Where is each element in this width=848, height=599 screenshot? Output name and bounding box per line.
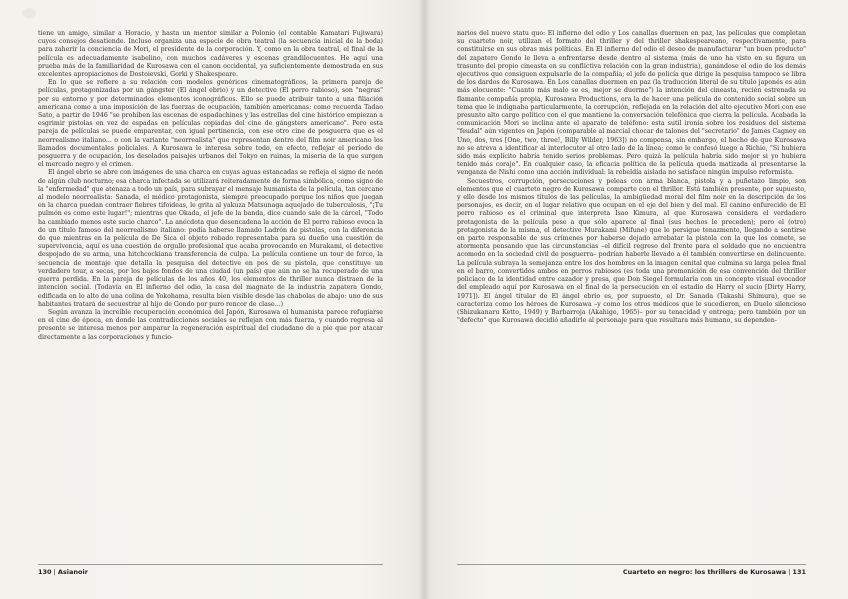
right-page [424,0,848,599]
left-paragraph-4: Según avanza la increíble recuperación económica del Japón, Kurosawa el humanista parece refugiarse en el cine de época, en donde las contradicciones sociales se reflejan con más fuerza, y cuando regresa al presente se interesa menos por amparar la regeneración espiritual del ciudadano de a pie que por atacar directamente a las corporaciones y funcio- [38,308,383,341]
left-footer-rule [38,564,383,565]
book-gutter [418,0,430,599]
right-footer-rule [457,564,806,565]
left-paragraph-3: El ángel ebrio se abre con imágenes de una charca en cuyas aguas estancadas se refleja el signo de neón de algún club nocturno; esa charca infectada se utilizará reiteradamente de forma simbólica, como signo de la "enfermedad" que atenaza a todo un país, para subrayar el mensaje humanista de la película, tan cercano al modelo neorrealista: Sanada, el médico protagonista, siempre preocupado porque los niños que juegan en la charca puedan contraer fiebres tifoideas, le grita al yakuza Matsunaga aquejado de tuberculosis, "¡Tu pulmón es como este lugar!"; mientras que Okada, el jefe de la banda, dice cuando sale de la cárcel, "Todo ha cambiado menos este sucio charco". La anécdota que desencadena la acción de El perro rabioso evoca la de un título famoso del neorrealismo italiano: podía haberse llamado Ladrón de pistolas, con la diferencia de que mientras en la película de De Sica el objeto robado representaba para su dueño una cuestión de supervivencia, aquí es una cuestión de orgullo profesional que acaba provocando en Murakami, el detective despojado de su arma, una hitchcockiana transferencia de culpa. La película contiene un tour de force, la secuencia de montaje que detalla la pesquisa del detective en pos de su pistola, que constituye un verdadero tour, a secas, por los bajos fondos de una ciudad (un país) que aún no se ha recuperado de una guerra perdida. En la pareja de películas de los años 40, los elementos de thriller nunca distraen de la intención social. (Todavía en El infierno del odio, la casa del magnate de la industria zapatera Gondo, edificada en lo alto de una colina de Yokohama, resulta bien visible desde las chabolas de abajo: uno de sus habitantes tratará de secuestrar al hijo de Gondo por puro rencor de clase...) [38,169,383,308]
left-paragraph-2: En lo que se refiere a su relación con modelos genéricos cinematográficos, la primera pareja de películas, protagonizadas por un gángster (El ángel ebrio) y un detective (El perro rabioso), son "negras" por su entorno y por determinados elementos iconográficos. Ello se puede atribuir tanto a una filiación americana como a una imposición de las fuerzas de ocupación, también americanas: como recuerda Tadao Sato, a partir de 1946 "se prohíben las escenas de espadachines y las estrellas del cine histórico empiezan a esgrimir pistolas en vez de espadas en películas copiadas del cine de gángsters americano". Pero esta pareja de películas se puede emparentar, con igual pertinencia, con ese otro cine de posguerra que es el neorrealismo italiano... o con la variante "neorrealista" que representan dentro del film noir americano los llamados documentales policiales. A Kurosawa le interesa sobre todo, en efecto, reflejar el período de posguerra y de ocupación, los desolados paisajes urbanos del Tokyo en ruinas, la miseria de la que surgen el mercado negro y el crimen. [38,79,383,169]
left-running-title: Asianoir [57,568,88,576]
left-page-number: 130 [38,568,52,576]
left-page-folio [38,568,88,576]
right-page-body [457,30,806,562]
scan-smudge [22,8,36,18]
left-folio-separator: | [51,568,58,576]
left-page-body [38,30,383,562]
right-paragraph-2: Secuestros, corrupción, persecuciones y peleas con arma blanca, pistola y a puñetazo limpio, son elementos que el cuarteto negro de Kurosawa comparte con el thriller. Está también presente, por supuesto, y ello desde los mismos títulos de las películas, la ambigüedad moral del film noir en la descripción de los personajes, es decir, en el lugar relativo que ocupan en el eje del bien y del mal. El canino enfurecido de El perro rabioso es el criminal que interpreta Isao Kimura, al que Kurosawa considera el verdadero protagonista de la película pese a que sólo aparece al final (sus hechos le preceden); pero el (otro) protagonista de la misma, el detective Murakami (Mifune) que le persigue tenazmente, llegando a sentirse en parte responsable de sus crímenes por haberse dejado arrebatar la pistola con la que los comete, se atormenta pensando que las circunstancias –el difícil regreso del frente para el soldado que no encuentra acomodo en la sociedad civil de posguerra– podrían haberle llevado a él también convertirse en delincuente. La película subraya la semejanza entre los dos hombres en la imagen cenital que culmina su larga pelea final en el barro, convertidos ambos en perros rabiosos (es toda una premonición de esa convención del thriller policíaco de la identidad entre cazador y presa, que Don Siegel formularía con un concepto visual evocador del empleado aquí por Kurosawa en el final de la persecución en el estadio de Harry el sucio [Dirty Harry, 1971]). El ángel titular de El ángel ebrio es, por supuesto, el Dr. Sanada (Takashi Shimura), que se caracteriza como los héroes de Kurosawa –y como los otros médicos que le sucedieron, en Duelo silencioso (Shizukanaru Ketto, 1949) y Barbarroja (Akahige, 1965)– por su tenacidad y entrega; pero también por un "defecto" que Kurosawa decidió añadirle al personaje para que resultara más humano, su dependen- [457,177,806,325]
right-paragraph-1: narios del nuevo statu quo: El infierno del odio y Los canallas duermen en paz, las películas que completan su cuarteto noir, utilizan el formato del thriller y del thriller shakespeareano, respectivamente, para constituirse en sus obras más políticas. En El infierno del odio el deseo de manufacturar "un buen producto" del zapatero Gondo le lleva a enfrentarse desde dentro al sistema (más de uno ha visto en su figura un trasunto del propio cineasta en su conflictiva relación con la gran industria), ganándose el odio de los demás ejecutivos que consiguen expulsarle de la compañía; el jefe de policía que dirige la pesquisa tampoco se libra de los dardos de Kurosawa. En Los canallas duermen en paz (la traducción literal de su título japonés es aún más elocuente: "Cuanto más malo se es, mejor se duerme") la intención del cineasta, recién estrenada su flamante compañía propia, Kurosawa Productions, era la de hacer una película de contenido social sobre un tema que le indignaba particularmente, la corrupción, reflejada en la relación del alto ejecutivo Mori con ese presunto alto cargo político con el que mantiene la conversación telefónica que cierra la película. Acabada la comunicación Mori se inclina ante el aparato de teléfono: esta sutil ironía sobre los residuos del sistema "feudal" aún vigentes en Japón (comparable al marcial chocar de talones del "secretario" de James Cagney en Uno, dos, tres [One, two, three!, Billy Wilder, 1963]) no compensa, sin embargo, el hecho de que Kurosawa no se atreva a identificar al interlocutor al otro lado de la línea; como le confesó luego a Richie, "Si hubiera sido más explícito habría tenido serios problemas. Pero quizá la película habría sido mejor si yo hubiera tenido más coraje". En cualquier caso, la eficacia política de la película queda matizada al presentarse la venganza de Nishi como una acción individual: la rebeldía aislada no satisface ningún impulso reformista. [457,30,806,177]
right-folio-separator: | [786,568,793,576]
right-page-number: 131 [792,568,806,576]
right-running-title: Cuarteto en negro: los thrillers de Kurosawa [622,568,787,576]
left-paragraph-1: tiene un amigo, similar a Horacio, y hasta un mentor similar a Polonio (el contable Kamatari Fujiwara) cuyos consejos desatiende. Incluso organiza una especie de obra teatral (la secuencia inicial de la boda) para zaherir la conciencia de Mori, el presidente de la corporación. Y, como en la obra teatral, el final de la película es adecuadamente isabelino, con muchos cadáveres y escenas grandilocuentes. He aquí una prueba más de la familiaridad de Kurosawa con el canon occidental, ya suficientemente demostrada en sus excelentes apropiaciones de Dostoievski, Gorki y Shakespeare. [38,30,383,79]
right-page-folio [623,568,806,576]
